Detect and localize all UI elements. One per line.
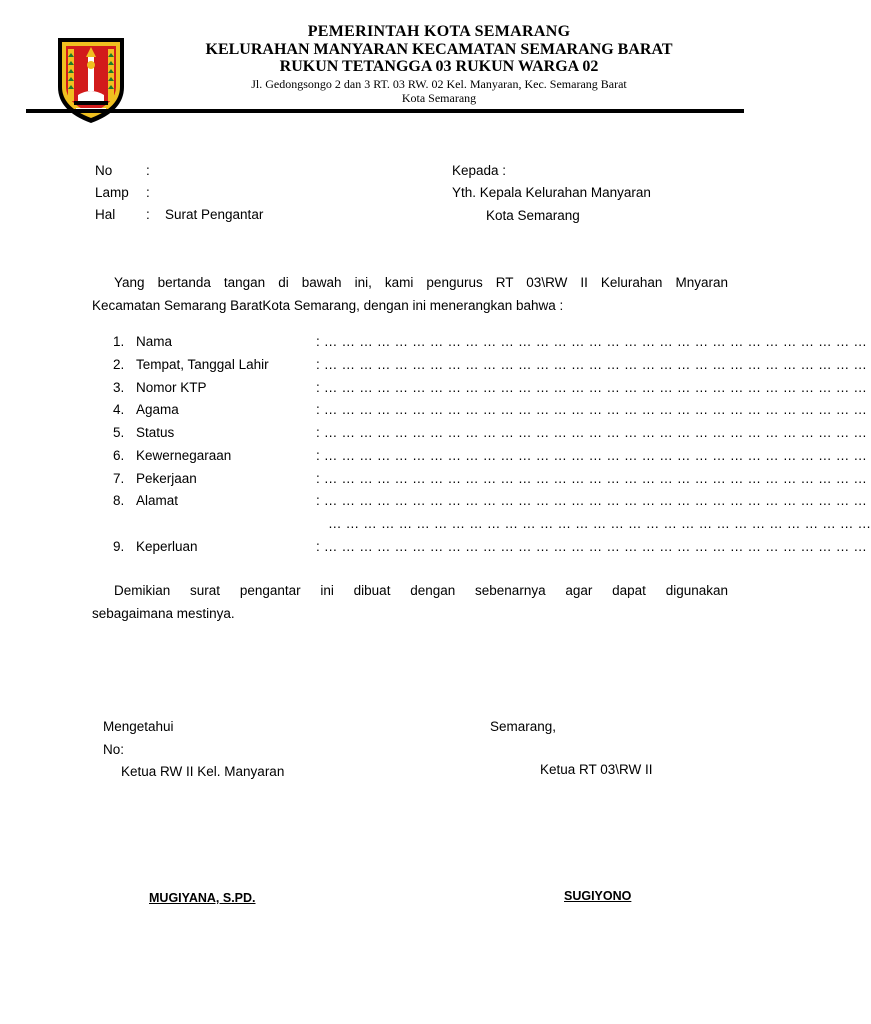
recipient-title: Yth. Kepala Kelurahan Manyaran [452, 185, 651, 200]
field-number: 6. [113, 447, 125, 463]
field-label: Agama [136, 402, 179, 418]
field-number: 2. [113, 356, 125, 372]
field-blank-line: : … … … … … … … … … … … … … … … … … … … … … … … … … … … … … … … [316, 356, 868, 372]
no-label: No [95, 163, 113, 178]
closing-line-2: sebagaimana mestinya. [92, 605, 235, 621]
letterhead-address: Jl. Gedongsongo 2 dan 3 RT. 03 RW. 02 Kel. Manyaran, Kec. Semarang Barat [251, 77, 627, 91]
intro-line-2: Kecamatan Semarang BaratKota Semarang, dengan ini menerangkan bahwa : [92, 297, 564, 313]
field-label: Nomor KTP [136, 379, 207, 395]
field-label: Kewernegaraan [136, 447, 232, 463]
sig-right-place: Semarang, [490, 719, 557, 734]
closing-paragraph [92, 580, 728, 625]
field-blank-line: : … … … … … … … … … … … … … … … … … … … … … … … … … … … … … … … [316, 379, 868, 395]
hal-colon: : [146, 207, 150, 222]
field-number: 8. [113, 493, 125, 509]
field-label: Status [136, 425, 175, 440]
field-blank-line: : … … … … … … … … … … … … … … … … … … … … … … … … … … … … … … … [316, 447, 868, 463]
sig-right-name: SUGIYONO [564, 889, 632, 903]
no-colon: : [146, 163, 150, 178]
recipient-city: Kota Semarang [486, 208, 580, 223]
sig-left-mengetahui: Mengetahui [103, 719, 174, 734]
field-blank-line: … … … … … … … … … … … … … … … … … … … … … … … … … … … … … … … [328, 516, 871, 531]
field-blank-line: : … … … … … … … … … … … … … … … … … … … … … … … … … … … … … … … [316, 334, 868, 349]
letterhead-rt-rw: RUKUN TETANGGA 03 RUKUN WARGA 02 [279, 58, 599, 75]
lamp-label: Lamp [95, 185, 129, 200]
field-label: Pekerjaan [136, 470, 197, 486]
field-blank-line: : … … … … … … … … … … … … … … … … … … … … … … … … … … … … … … … [316, 425, 868, 440]
field-label: Alamat [136, 493, 179, 509]
field-label: Keperluan [136, 538, 198, 554]
field-blank-line: : … … … … … … … … … … … … … … … … … … … … … … … … … … … … … … … [316, 470, 868, 486]
field-number: 7. [113, 470, 125, 486]
closing-line-1: Demikian surat pengantar ini dibuat dengan sebenarnya agar dapat digunakan [114, 583, 728, 598]
intro-paragraph [92, 272, 728, 317]
field-number: 5. [113, 425, 125, 440]
letterhead-kelurahan: KELURAHAN MANYARAN KECAMATAN SEMARANG BARAT [205, 41, 673, 58]
lamp-colon: : [146, 185, 150, 200]
field-number: 4. [113, 402, 125, 418]
sig-left-title: Ketua RW II Kel. Manyaran [121, 764, 285, 779]
letterhead-government: PEMERINTAH KOTA SEMARANG [307, 23, 571, 40]
field-blank-line: : … … … … … … … … … … … … … … … … … … … … … … … … … … … … … … … [316, 402, 868, 418]
field-label: Nama [136, 334, 173, 349]
hal-value: Surat Pengantar [165, 207, 264, 222]
hal-label: Hal [95, 207, 116, 222]
sig-right-title: Ketua RT 03\RW II [540, 762, 653, 777]
field-blank-line: : … … … … … … … … … … … … … … … … … … … … … … … … … … … … … … … [316, 493, 868, 509]
field-number: 3. [113, 379, 125, 395]
sig-left-name: MUGIYANA, S.PD. [149, 891, 256, 905]
field-blank-line: : … … … … … … … … … … … … … … … … … … … … … … … … … … … … … … … [316, 538, 868, 554]
intro-line-1: Yang bertanda tangan di bawah ini, kami pengurus RT 03\RW II Kelurahan Mnyaran [114, 275, 728, 290]
letterhead-city: Kota Semarang [401, 91, 477, 105]
field-number: 1. [113, 334, 125, 349]
letterhead-divider [26, 109, 744, 113]
field-number: 9. [113, 538, 125, 554]
field-label: Tempat, Tanggal Lahir [136, 356, 269, 372]
sig-left-no: No: [103, 742, 125, 757]
recipient-kepada: Kepada : [452, 163, 507, 178]
